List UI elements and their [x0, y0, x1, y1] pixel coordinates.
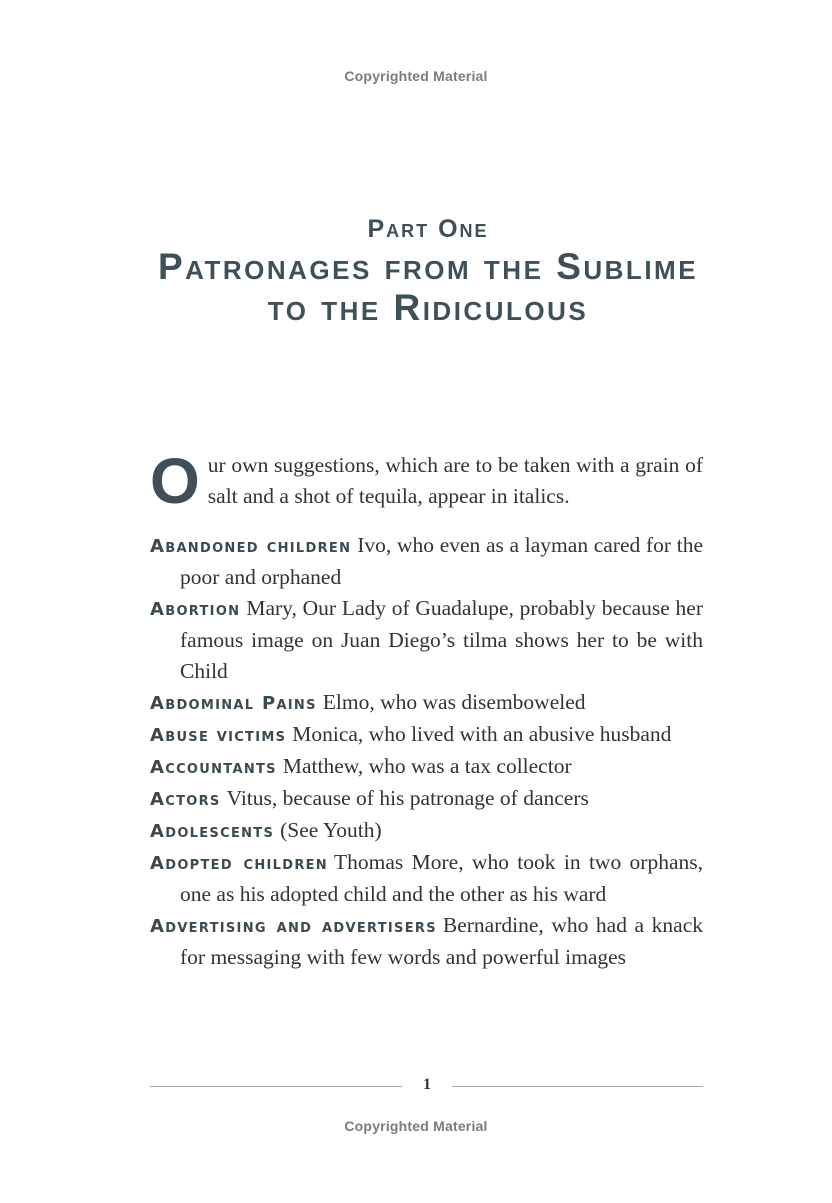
body-text — [150, 445, 703, 973]
entry-text: Matthew, who was a tax collector — [282, 754, 572, 778]
copyright-notice-bottom: Copyrighted Material — [344, 1118, 488, 1134]
entry-advertising — [150, 910, 703, 973]
entry-term: Abortion — [150, 599, 241, 620]
copyright-notice-top: Copyrighted Material — [344, 68, 488, 84]
entry-accountants — [150, 751, 703, 783]
entry-abdominal-pains — [150, 687, 703, 719]
page-number: 1 — [423, 1076, 431, 1093]
part-title: Patronages from the Sublime to the Ridiculous — [157, 246, 699, 328]
entry-text: (See Youth) — [280, 818, 382, 842]
entry-abandoned-children — [150, 530, 703, 593]
footer-rule-right — [452, 1086, 703, 1087]
part-heading — [0, 212, 832, 328]
part-label: Part One — [367, 215, 489, 243]
entry-text: Monica, who lived with an abusive husband — [292, 722, 672, 746]
entry-text: Elmo, who was disemboweled — [322, 690, 586, 714]
entry-text: Vitus, because of his patronage of dancers — [226, 786, 589, 810]
drop-cap: O — [150, 445, 200, 517]
entry-term: Accountants — [150, 757, 277, 778]
entry-adopted-children — [150, 847, 703, 910]
entry-term: Adolescents — [150, 821, 275, 842]
intro-text: ur own suggestions, which are to be taken with a grain of salt and a shot of tequila, appear in italics. — [207, 453, 703, 508]
entry-text: Bernardine, who had a knack for messaging with few words and powerful images — [180, 913, 703, 969]
entry-actors — [150, 783, 703, 815]
entry-term: Advertising and advertisers — [150, 916, 437, 937]
entry-term: Actors — [150, 789, 221, 810]
intro-paragraph — [150, 445, 703, 517]
entry-term: Abandoned children — [150, 536, 352, 557]
entry-text: Ivo, who even as a layman cared for the poor and orphaned — [180, 533, 703, 589]
entry-term: Abuse victims — [150, 725, 287, 746]
entry-abuse-victims — [150, 719, 703, 751]
entry-term: Abdominal Pains — [150, 693, 317, 714]
entry-abortion — [150, 593, 703, 687]
entry-term: Adopted children — [150, 853, 328, 874]
entry-text: Thomas More, who took in two orphans, one as his adopted child and the other as his ward — [180, 850, 703, 906]
footer-rule-left — [150, 1086, 402, 1087]
entry-text: Mary, Our Lady of Guadalupe, probably because her famous image on Juan Diego’s tilma shows her to be with Child — [180, 596, 703, 683]
entry-adolescents — [150, 815, 703, 847]
